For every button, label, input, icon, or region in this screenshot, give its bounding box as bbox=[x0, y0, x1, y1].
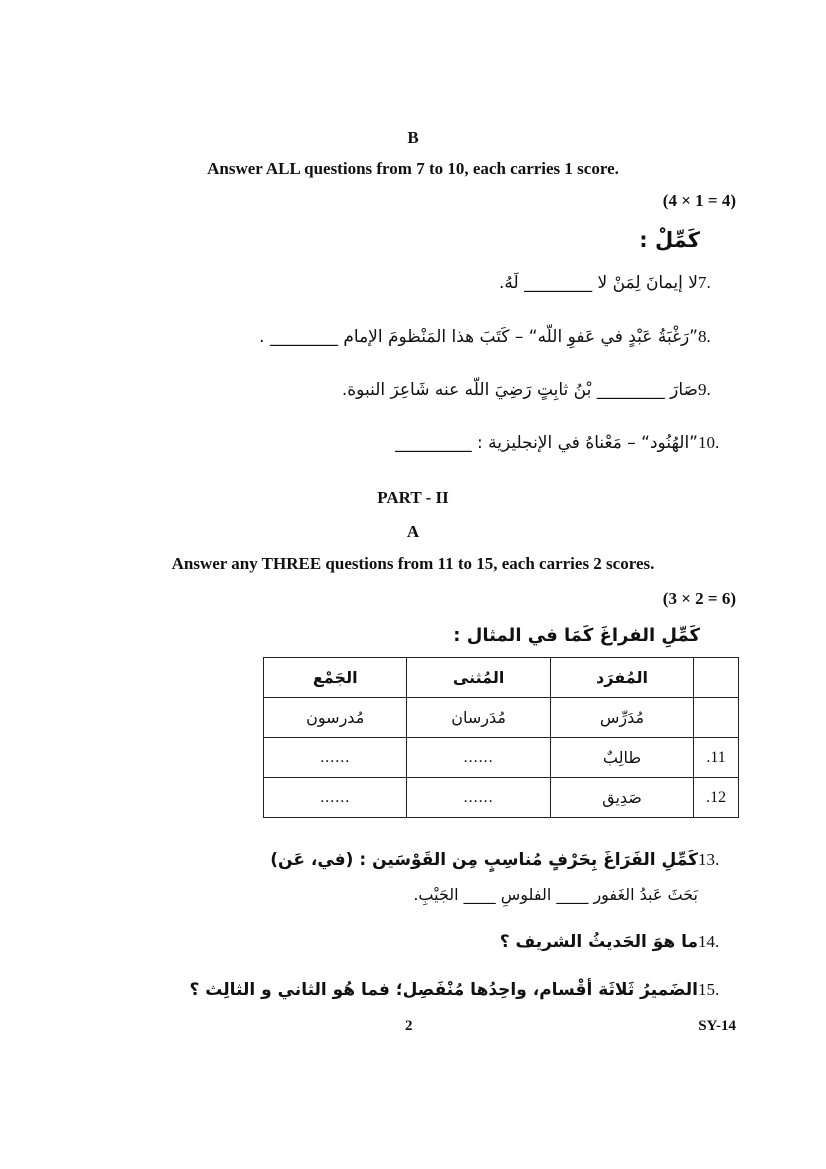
section-b-heading: كَمِّلْ : bbox=[639, 228, 700, 252]
table-cell: مُدَرسان bbox=[407, 698, 550, 738]
table-cell: ...... bbox=[264, 778, 407, 818]
question-number: 7. bbox=[698, 273, 711, 292]
table-cell: طالِبٌ bbox=[550, 738, 693, 778]
question-7 bbox=[138, 273, 738, 293]
question-14 bbox=[138, 932, 738, 952]
question-text: ”الهُنُود“ – مَعْناهُ في الإنجليزية : _________ bbox=[395, 433, 698, 453]
question-number: 13. bbox=[698, 850, 720, 869]
table-cell: ...... bbox=[407, 738, 550, 778]
question-text: ”رَغْبَةُ عَبْدٍ في عَفوِ اللّه“ – كَتَبَ هذا المَنْظومَ الإمام ________ . bbox=[259, 327, 698, 347]
question-text: لا إيمانَ لِمَنْ لا ________ لَهُ. bbox=[498, 273, 698, 293]
part-title: PART - II bbox=[377, 488, 449, 507]
question-15 bbox=[138, 980, 738, 1000]
table-header-row bbox=[264, 658, 739, 698]
question-number: 9. bbox=[698, 380, 711, 399]
question-number: 8. bbox=[698, 327, 711, 346]
table-header-cell: المُثنى bbox=[407, 658, 550, 698]
table-heading: كَمِّلِ الفراغَ كَمَا في المثال : bbox=[453, 625, 700, 646]
table-header-cell bbox=[694, 658, 739, 698]
paper-code: SY-14 bbox=[698, 1018, 736, 1034]
question-text: الضَميرُ ثَلاثَة أقْسام، واحِدُها مُنْفَصِل؛ فما هُو الثاني و الثالِث ؟ bbox=[189, 980, 698, 1000]
question-number: 10. bbox=[698, 433, 720, 452]
part-instruction: Answer any THREE questions from 11 to 15, each carries 2 scores. bbox=[171, 554, 655, 573]
section-b-label: B bbox=[407, 128, 419, 147]
question-text: ما هوَ الحَديثُ الشريف ؟ bbox=[499, 932, 698, 952]
page-number: 2 bbox=[405, 1018, 413, 1034]
table-cell: .12 bbox=[694, 778, 739, 818]
question-text: كَمِّلِ الفَرَاغَ بِحَرْفٍ مُناسِبٍ مِن القَوْسَين : (في، عَن) bbox=[270, 850, 698, 870]
table-header-cell: الجَمْع bbox=[264, 658, 407, 698]
table-cell: صَدِيق bbox=[550, 778, 693, 818]
table-cell: ...... bbox=[407, 778, 550, 818]
table-cell: ...... bbox=[264, 738, 407, 778]
question-number: 15. bbox=[698, 980, 720, 999]
section-b-score: (4 × 1 = 4) bbox=[662, 191, 736, 210]
table-cell bbox=[694, 698, 739, 738]
part-score: (3 × 2 = 6) bbox=[662, 589, 736, 608]
word-forms-table bbox=[263, 657, 739, 818]
section-b-instruction: Answer ALL questions from 7 to 10, each carries 1 score. bbox=[207, 159, 619, 178]
part-section-label: A bbox=[406, 522, 420, 541]
table-row bbox=[264, 778, 739, 818]
question-10 bbox=[138, 433, 738, 453]
question-number: 14. bbox=[698, 932, 720, 951]
table-header-cell: المُفرَد bbox=[550, 658, 693, 698]
question-13 bbox=[138, 850, 738, 870]
table-cell: .11 bbox=[694, 738, 739, 778]
question-text: صَارَ ________ بْنُ ثابِتٍ رَضِيَ اللّه عنه شَاعِرَ النبوة. bbox=[341, 380, 698, 400]
table-cell: مُدَرِّس bbox=[550, 698, 693, 738]
question-13-sentence: بَحَثَ عَبدُ الغَفور ____ الفلوسِ ____ الجَيْبِ. bbox=[413, 885, 698, 904]
table-cell: مُدرسون bbox=[264, 698, 407, 738]
table-row bbox=[264, 738, 739, 778]
table-row bbox=[264, 698, 739, 738]
question-8 bbox=[138, 327, 738, 347]
question-9 bbox=[138, 380, 738, 400]
